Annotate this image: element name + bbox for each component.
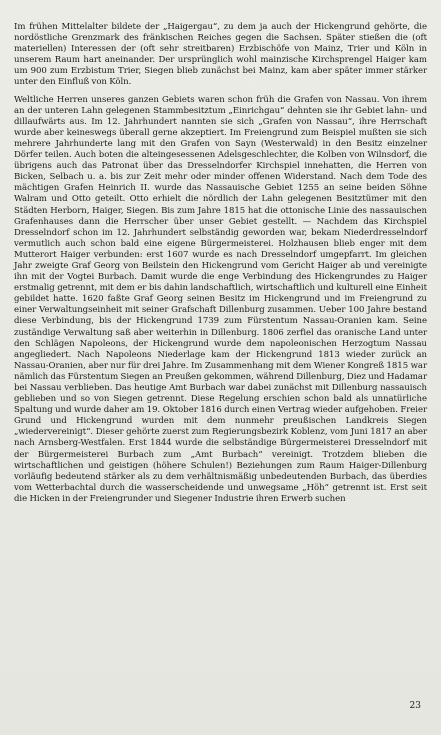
page-number: 23 — [409, 701, 421, 711]
paragraph-early-history: Im frühen Mittelalter bildete der „Haigergau“, zu dem ja auch der Hickengrund gehörte, die nordöstliche Grenzmark des fränkischen Reiches gegen die Sachsen. Später stießen die (oft materiellen) Interessen der (oft sehr streitbaren) Erzbischöfe von Mainz, Trier und Köln in unserem Raum hart aneinander. Der ursprünglich wohl mainzische Kirchsprengel Haiger kam um 900 zum Erzbistum Trier, Siegen blieb zunächst bei Mainz, kam aber später immer stärker unter den Einfluß von Köln. — [14, 22, 427, 88]
paragraph-nassau-rule: Weltliche Herren unseres ganzen Gebiets waren schon früh die Grafen von Nassau. Von ihrem an der unteren Lahn gelegenen Stammbesitztum „Einrichgau“ dehnten sie ihr Gebiet lahn- und dillaufwärts aus. Im 12. Jahrhundert nannten sie sich „Grafen von Nassau“, ihre Herrschaft wurde aber keineswegs überall gerne akzeptiert. Im Freiengrund zum Beispiel mußten sie sich mehrere Jahrhunderte lang mit den Grafen von Sayn (Westerwald) in den Besitz einzelner Dörfer teilen. Auch boten die alteingesessenen Adelsgeschlechter, die Kolben von Wilnsdorf, die übrigens auch das Patronat über das Dresselndorfer Kirchspiel innehatten, die Herren von Bicken, Selbach u. a. bis zur Zeit mehr oder minder offenen Widerstand. Nach dem Tode des mächtigen Grafen Heinrich II. wurde das Nassauische Gebiet 1255 an seine beiden Söhne Walram und Otto geteilt. Otto erhielt die nördlich der Lahn gelegenen Besitztümer mit den Städten Herborn, Haiger, Siegen. Bis zum Jahre 1815 hat die ottonische Linie des nassauischen Grafenhauses dann die Herrscher über unser Gebiet gestellt. — Nachdem das Kirchspiel Dresselndorf schon im 12. Jahrhundert selbständig geworden war, bekam Niederdresselndorf vermutlich auch schon bald eine eigene Bürgermeisterei. Holzhausen blieb enger mit dem Mutterort Haiger verbunden: erst 1607 wurde es nach Dresselndorf umgepfarrt. Im gleichen Jahr zweigte Graf Georg von Beilstein den Hickengrund vom Gericht Haiger ab und vereinigte ihn mit der Vogtei Burbach. Damit wurde die enge Verbindung des Hickengrundes zu Haiger erstmalig getrennt, mit dem er bis dahin landschaftlich, wirtschaftlich und kulturell eine Einheit gebildet hatte. 1620 faßte Graf Georg seinen Besitz im Hickengrund und im Freiengrund zu einer Verwaltungseinheit mit seiner Grafschaft Dillenburg zusammen. Ueber 100 Jahre bestand diese Verbindung, bis der Hickengrund 1739 zum Fürstentum Nassau-Oranien kam. Seine zuständige Verwaltung saß aber weiterhin in Dillenburg. 1806 zerfiel das oranische Land unter den Schlägen Napoleons, der Hickengrund wurde dem napoleonischen Herzogtum Nassau angegliedert. Nach Napoleons Niederlage kam der Hickengrund 1813 wieder zurück an Nassau-Oranien, aber nur für drei Jahre. Im Zusammenhang mit dem Wiener Kongreß 1815 war nämlich das Fürstentum Siegen an Preußen gekommen, während Dillenburg, Diez und Hadamar bei Nassau verblieben. Das heutige Amt Burbach war dabei zunächst mit Dillenburg nassauisch geblieben und so von Siegen getrennt. Diese Regelung erschien schon bald als unnatürliche Spaltung und wurde daher am 19. Oktober 1816 durch einen Vertrag wieder aufgehoben. Freier Grund und Hickengrund wurden mit dem nunmehr preußischen Landkreis Siegen „wiedervereinigt“. Dieser gehörte zuerst zum Regierungsbezirk Koblenz, vom Juni 1817 an aber nach Arnsberg-Westfalen. Erst 1844 wurde die selbständige Bürgermeisterei Dresselndorf mit der Bürgermeisterei Burbach zum „Amt Burbach“ vereinigt. Trotzdem blieben die wirtschaftlichen und geistigen (höhere Schulen!) Beziehungen zum Raum Haiger-Dillenburg vorläufig bedeutend stärker als zu dem verhältnismäßig unbedeutenden Burbach, das überdies vom Wetterbachtal durch die wasserscheidende und unwegsame „Höh“ getrennt ist. Erst seit die Hicken in der Freiengrunder und Siegener Industrie ihren Erwerb suchen — [14, 94, 427, 504]
